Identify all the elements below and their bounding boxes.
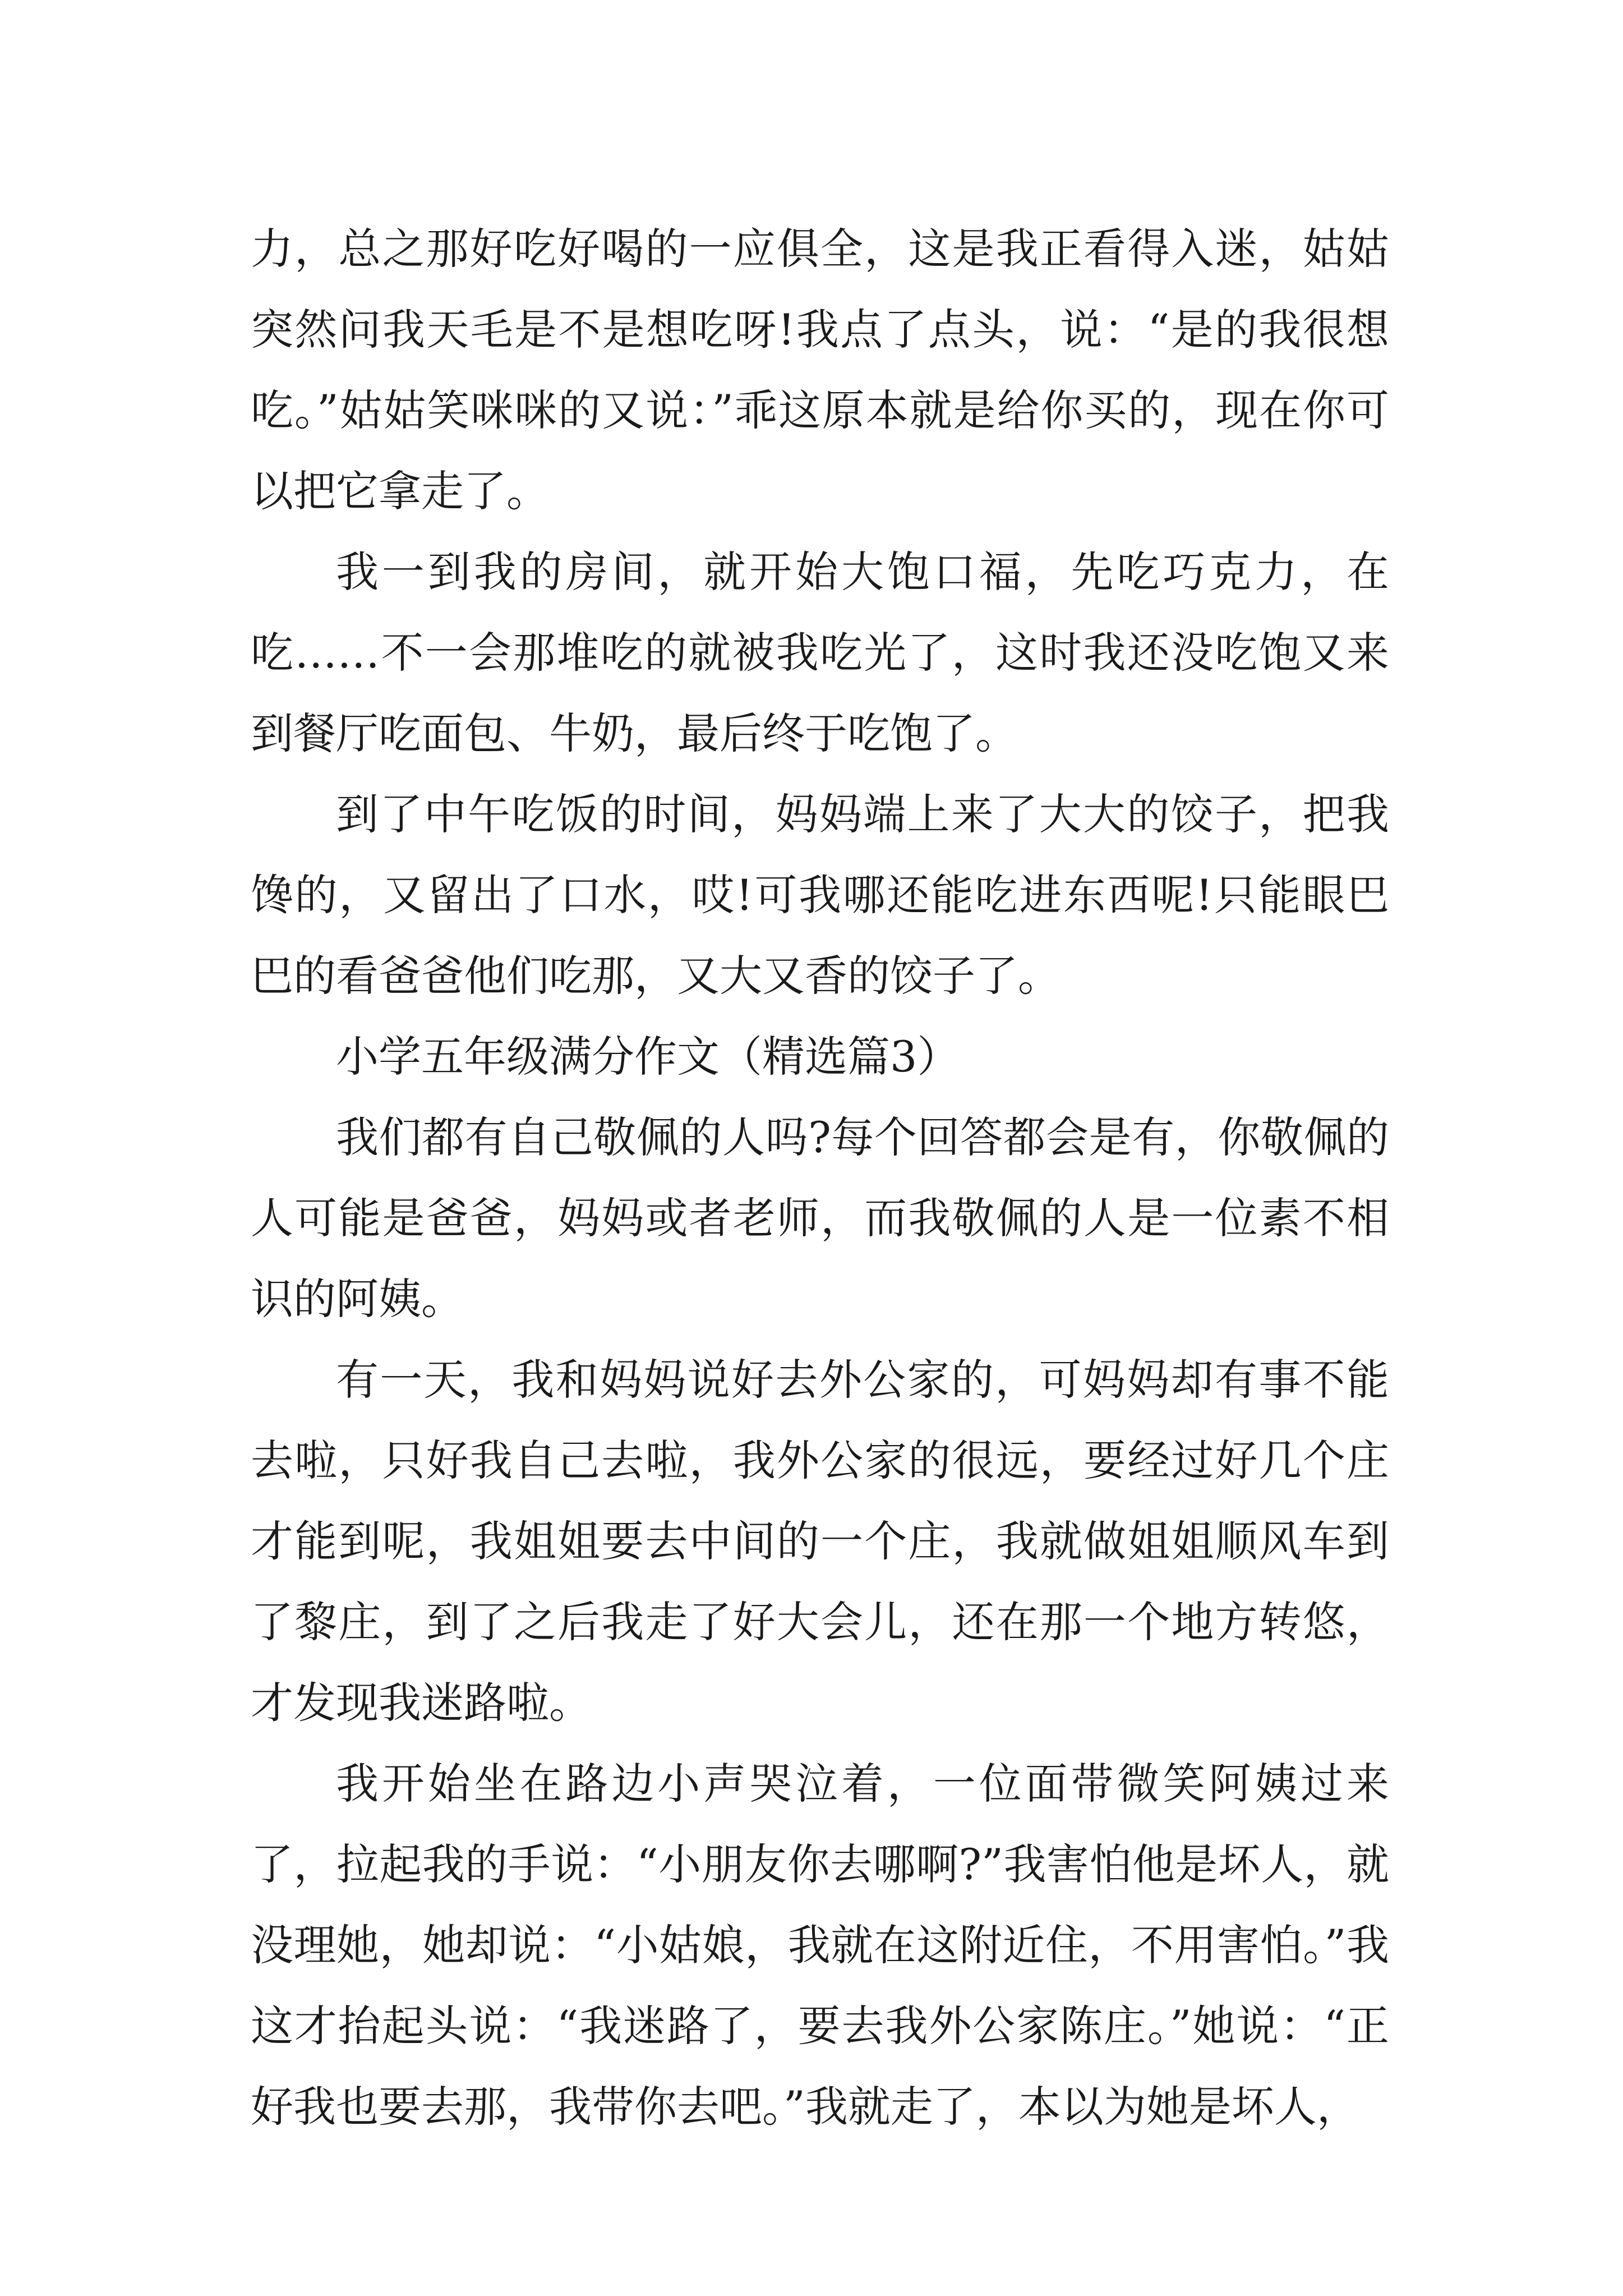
paragraph-4: 我们都有自己敬佩的人吗?每个回答都会是有，你敬佩的人可能是爸爸，妈妈或者老师，而我敬佩的人是一位素不相识的阿姨。 (251, 1112, 1389, 1324)
document-body (251, 209, 1389, 2147)
section-heading: 小学五年级满分作文（精选篇3） (336, 1032, 960, 1082)
paragraph-5: 有一天，我和妈妈说好去外公家的，可妈妈却有事不能去啦，只好我自己去啦，我外公家的很远，要经过好几个庄才能到呢，我姐姐要去中间的一个庄，我就做姐姐顺风车到了黎庄，到了之后我走了好大会儿，还在那一个地方转悠，才发现我迷路啦。 (251, 1355, 1389, 1728)
paragraph-1: 力，总之那好吃好喝的一应俱全，这是我正看得入迷，姑姑突然问我天毛是不是想吃呀!我点了点头，说：“是的我很想吃。”姑姑笑咪咪的又说：”乖这原本就是给你买的，现在你可以把它拿走了。 (251, 224, 1389, 516)
paragraph-6: 我开始坐在路边小声哭泣着，一位面带微笑阿姨过来了，拉起我的手说：“小朋友你去哪啊?”我害怕他是坏人，就没理她，她却说：“小姑娘，我就在这附近住，不用害怕。”我这才抬起头说：“我迷路了，要去我外公家陈庄。”她说：“正好我也要去那，我带你去吧。”我就走了，本以为她是坏人， (251, 1759, 1389, 2132)
paragraph-2: 我一到我的房间，就开始大饱口福，先吃巧克力，在吃……不一会那堆吃的就被我吃光了，这时我还没吃饱又来到餐厅吃面包、牛奶，最后终于吃饱了。 (251, 547, 1389, 758)
paragraph-3: 到了中午吃饭的时间，妈妈端上来了大大的饺子，把我馋的，又留出了口水，哎!可我哪还能吃进东西呢!只能眼巴巴的看爸爸他们吃那，又大又香的饺子了。 (251, 789, 1389, 1001)
